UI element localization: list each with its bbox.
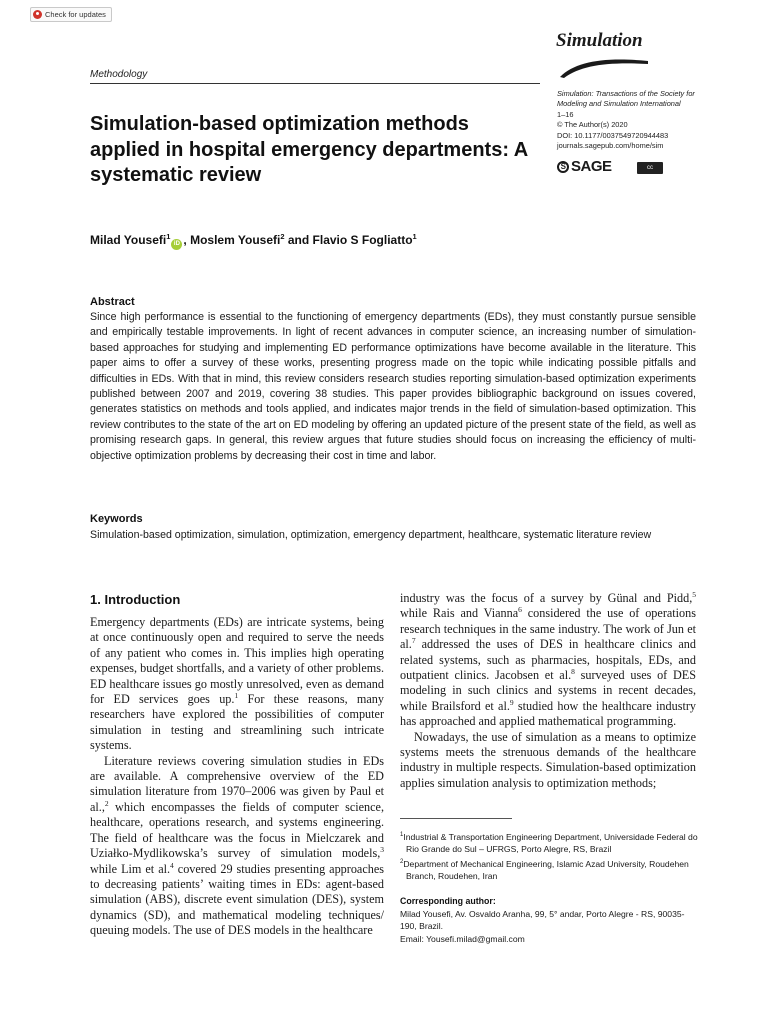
corresponding-author-block [400,908,700,945]
keywords-heading: Keywords [90,513,143,525]
journal-full-name: Simulation: Transactions of the Society for Modeling and Simulation International [557,89,695,109]
affiliation-text: Department of Mechanical Engineering, Islamic Azad University, Roudehen Branch, Roudehen, Iran [403,858,689,881]
affiliation-marker: 2 [280,232,285,241]
paragraph [400,591,696,730]
journal-logo-text: Simulation [556,30,643,51]
citation-link[interactable]: 5 [692,589,696,599]
paragraph-text: while Rais and Vianna [400,606,519,621]
abstract-text: Since high performance is essential to the functioning of emergency departments (EDs), they must constantly pursue sensible and empirically testable improvements. In light of recent advances in computer science, an increasing number of simulation-based approaches for studying and implementing ED performance optimizations have become available in the literature. This paper aims to offer a survey of these works, presenting progress made on the topic while indicating possible pitfalls and difficulties in EDs. With that in mind, this review considers research studies reporting simulation-based optimization experiments published between 2007 and 2019, covering 38 studies. This paper provides bibliographic background on issues covered, generates statistics on methods and tools applied, and indicates major trends in the field of simulation-based optimization. This review contributes to the state of the art on ED modeling by offering an updated picture of the present state of the field, as well as promising research gaps. In general, this review argues that future studies should focus on increasing the efficiency of multi-objective optimization problems by decreasing their cost in time and labor. [90,311,696,462]
paragraph-text: addressed the uses of DES in healthcare clinics and related systems, such as pharmacies, hospitals, EDs, and outpatient clinics. Jacobsen et al. [400,637,696,683]
copyright: © The Author(s) 2020 [557,120,628,130]
affiliation [400,856,700,883]
citation-link[interactable]: 9 [509,697,514,707]
paragraph [90,754,384,939]
creative-commons-icon: cc [637,162,663,174]
author-name: Moslem Yousefi [190,233,281,247]
article-type-label: Methodology [90,69,148,80]
affiliations-block [400,829,700,882]
body-column-right [400,591,696,791]
paragraph-text: which encompasses the fields of computer science, healthcare, operations research, and systems engineering. The field of healthcare was the focus in Mielczarek and Uziałko-Mydlikowska’s survey of simulation models, [90,799,384,861]
citation-link[interactable]: 1 [234,690,239,700]
paragraph-text: surveyed uses of DES modeling in such clinics and systems in recent decades, while Brailsford et al. [400,668,696,713]
paragraph-text: considered the use of operations research techniques in the same industry. The work of Jun et al. [400,606,696,652]
author-separator: and [284,233,313,247]
affiliation [400,829,700,856]
section-heading-introduction: 1. Introduction [90,592,181,607]
paragraph-text: For these reasons, many researchers have explored the possibilities of computer simulation in testing and streamlining such intricate systems. [90,692,384,753]
author-list [90,232,417,250]
paragraph-text: while Lim et al. [90,861,171,876]
affiliation-text: Industrial & Transportation Engineering Department, Universidade Federal do Rio Grande do Sul – UFRGS, Porto Alegre, RS, Brazil [403,831,698,855]
check-for-updates-button[interactable] [30,7,112,22]
citation-link[interactable]: 7 [411,636,416,646]
sage-logo [557,158,612,175]
paragraph: Nowadays, the use of simulation as a means to optimize systems meets the strenuous demands of the healthcare industry in multiple respects. Simulation-based optimization applies simulation analysis to optimization methods; [400,729,696,790]
affiliation-marker: 1 [166,232,171,241]
paragraph-text: Literature reviews covering simulation studies in EDs are available. A comprehensive overview of the ED simulation literature from 1970–2006 was given by Paul et al., [90,753,384,814]
corresponding-author-address: Milad Yousefi, Av. Osvaldo Aranha, 99, 5° andar, Porto Alegre - RS, 90035-190, Brazil. [400,909,685,932]
doi-link[interactable]: DOI: 10.1177/0037549720944483 [557,130,669,140]
author-name: Milad Yousefi [90,233,167,247]
paragraph-text: industry was the focus of a survey by Günal and Pidd, [400,591,693,605]
paragraph-text: covered 29 studies presenting approaches to decreasing patients’ waiting times in EDs: agent-based simulation (ABS), discrete event simulation (DES), system dynamics (SD), and mathematical modeling techniques/ queuing models. The use of DES models in the healthcare [90,861,384,938]
affiliation-marker: 1 [412,232,417,241]
journal-url-link[interactable]: journals.sagepub.com/home/sim [557,141,664,151]
body-column-left [90,615,384,939]
page-range: 1–16 [557,109,574,119]
corresponding-author-email[interactable]: Email: Yousefi.milad@gmail.com [400,933,525,944]
corresponding-author-heading: Corresponding author: [400,896,496,906]
header-rule [90,83,540,84]
affiliation-number: 2 [400,858,404,865]
abstract-heading: Abstract [90,296,135,308]
sage-label: SAGE [571,158,612,175]
sage-mark-icon: S [557,161,569,173]
footnote-rule [400,818,512,819]
orcid-icon[interactable]: iD [171,239,182,250]
check-for-updates-label: Check for updates [45,10,106,19]
paragraph-text: studied how the healthcare industry has approached and applied mathematical programming. [400,698,696,729]
citation-link[interactable]: 6 [518,605,522,615]
paragraph-text: Emergency departments (EDs) are intricate systems, being at once continuously open and required to serve the needs of any patient who comes in. This implies high operating expenses, budget shortfalls, and a variety of other problems. ED healthcare issues go mostly unresolved, even as demand for ED services goes up. [90,615,384,707]
author-name: Flavio S Fogliatto [312,233,413,247]
journal-info-block [557,89,707,151]
journal-swoosh-icon [556,53,652,79]
keywords-text: Simulation-based optimization, simulation, optimization, emergency department, healthcare, systematic literature review [90,529,652,541]
citation-link[interactable]: 8 [571,666,575,676]
paragraph [90,615,384,754]
affiliation-number: 1 [400,832,404,838]
crossmark-icon [33,10,42,19]
author-separator: , [183,233,191,247]
article-title: Simulation-based optimization methods applied in hospital emergency departments: A systematic review [90,113,528,186]
citation-link[interactable]: 4 [170,860,174,870]
citation-link[interactable]: 3 [380,845,384,855]
citation-link[interactable]: 2 [104,798,109,808]
